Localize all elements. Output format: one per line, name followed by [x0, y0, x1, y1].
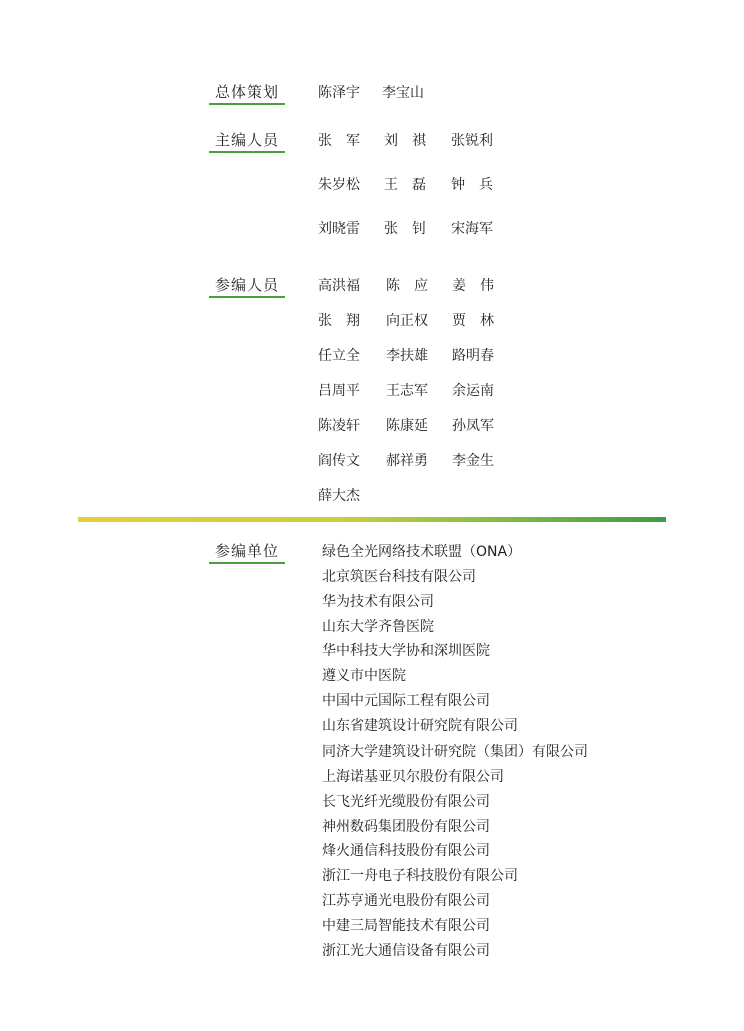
chief-editor-name: 朱岁松: [318, 177, 360, 193]
chief-editor-name: 张 钊: [384, 221, 426, 237]
editor-name: 吕周平: [318, 383, 360, 399]
chief-editor-name: 刘 祺: [384, 133, 426, 149]
section-label-units: 参编单位: [209, 541, 285, 564]
chief-editor-name: 张 军: [318, 133, 360, 149]
chief-editor-name: 宋海军: [451, 221, 493, 237]
unit-item: 烽火通信科技股份有限公司: [322, 843, 490, 859]
editor-name: 张 翔: [318, 313, 360, 329]
unit-item: 华中科技大学协和深圳医院: [322, 643, 490, 659]
editor-name: 向正权: [386, 313, 428, 329]
unit-item: 中建三局智能技术有限公司: [322, 918, 490, 934]
editor-name: 姜 伟: [452, 278, 494, 294]
unit-item: 上海诺基亚贝尔股份有限公司: [322, 769, 504, 785]
chief-editor-name: 刘晓雷: [318, 221, 360, 237]
editor-name: 余运南: [452, 383, 494, 399]
unit-item: 同济大学建筑设计研究院（集团）有限公司: [322, 744, 588, 760]
planning-name: 陈泽宇: [318, 85, 360, 101]
editor-name: 薛大杰: [318, 488, 360, 504]
unit-item: 山东省建筑设计研究院有限公司: [322, 718, 518, 734]
editor-name: 李金生: [452, 453, 494, 469]
unit-item: 华为技术有限公司: [322, 594, 434, 610]
editor-name: 李扶雄: [386, 348, 428, 364]
unit-item: 长飞光纤光缆股份有限公司: [322, 794, 490, 810]
editor-name: 陈凌轩: [318, 418, 360, 434]
section-label-editors: 参编人员: [209, 275, 285, 298]
chief-editor-name: 王 磊: [384, 177, 426, 193]
unit-item: 北京筑医台科技有限公司: [322, 569, 476, 585]
unit-item: 中国中元国际工程有限公司: [322, 693, 490, 709]
unit-item: 山东大学齐鲁医院: [322, 619, 434, 635]
editor-name: 路明春: [452, 348, 494, 364]
editor-name: 孙凤军: [452, 418, 494, 434]
chief-editor-name: 张锐利: [451, 133, 493, 149]
planning-name: 李宝山: [382, 85, 424, 101]
unit-item: 浙江光大通信设备有限公司: [322, 943, 490, 959]
unit-item: 绿色全光网络技术联盟（ONA）: [322, 544, 522, 560]
editor-name: 高洪福: [318, 278, 360, 294]
unit-item: 神州数码集团股份有限公司: [322, 819, 490, 835]
unit-item: 江苏亨通光电股份有限公司: [322, 893, 490, 909]
unit-item: 浙江一舟电子科技股份有限公司: [322, 868, 518, 884]
unit-item: 遵义市中医院: [322, 668, 406, 684]
editor-name: 陈康延: [386, 418, 428, 434]
editor-name: 陈 应: [386, 278, 428, 294]
section-label-planning: 总体策划: [209, 82, 285, 105]
section-label-chief-editors: 主编人员: [209, 130, 285, 153]
editor-name: 王志军: [386, 383, 428, 399]
editor-name: 阎传文: [318, 453, 360, 469]
editor-name: 任立全: [318, 348, 360, 364]
editor-name: 贾 林: [452, 313, 494, 329]
editor-name: 郝祥勇: [386, 453, 428, 469]
gradient-divider: [78, 517, 666, 522]
chief-editor-name: 钟 兵: [451, 177, 493, 193]
